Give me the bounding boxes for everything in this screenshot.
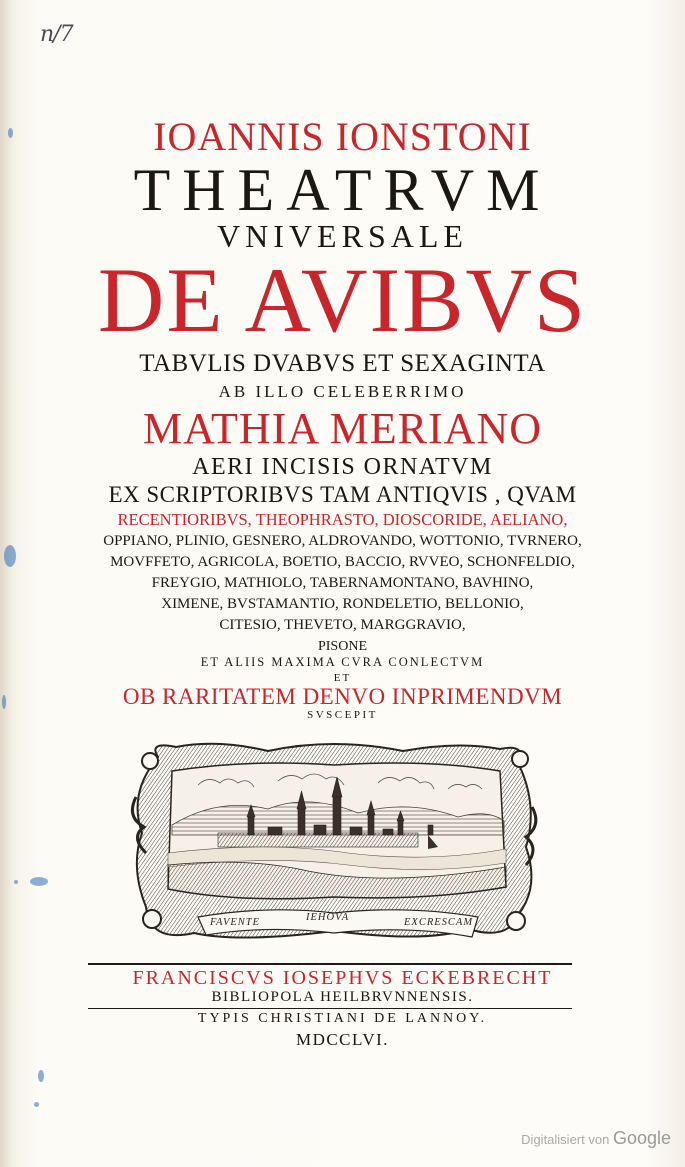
motto-center: IEHOVA <box>306 912 350 923</box>
title-ex-scriptoribus: EX SCRIPTORIBVS TAM ANTIQVIS , QVAM <box>108 482 577 507</box>
manuscript-shelf-mark: n/7 <box>40 22 73 47</box>
sources-line: MOVFFETO, AGRICOLA, BOETIO, BACCIO, RVVEO, SCHONFELDIO, <box>110 554 575 570</box>
imprint-rule-top <box>88 963 572 965</box>
printer-line: TYPIS CHRISTIANI DE LANNOY. <box>197 1011 488 1026</box>
sources-line: PISONE <box>317 639 367 654</box>
engraver-name: MATHIA MERIANO <box>143 404 542 453</box>
title-aeri-incisis: AERI INCISIS ORNATVM <box>192 454 493 480</box>
digitization-watermark <box>521 1128 671 1149</box>
publisher-title: BIBLIOPOLA HEILBRVNNENSIS. <box>211 989 474 1005</box>
google-logo-text: Google <box>612 1128 671 1148</box>
ink-blot <box>14 880 18 884</box>
title-universale: VNIVERSALE <box>217 218 468 254</box>
title-et: ET <box>333 672 352 684</box>
ink-blot <box>38 1070 44 1082</box>
sources-line: RECENTIORIBVS, THEOPHRASTO, DIOSCORIDE, AELIANO, <box>117 510 568 529</box>
ink-blot <box>34 1102 39 1107</box>
title-suscepit: SVSCEPIT <box>307 709 378 721</box>
publisher-name: FRANCISCVS IOSEPHVS ECKEBRECHT <box>132 967 553 989</box>
sources-line: XIMENE, BVSTAMANTIO, RONDELETIO, BELLONIO, <box>161 596 524 612</box>
title-ab-illo: AB ILLO CELEBERRIMO <box>218 382 467 401</box>
sources-line: OPPIANO, PLINIO, GESNERO, ALDROVANDO, WOTTONIO, TVRNERO, <box>103 533 582 549</box>
author-name: IOANNIS IONSTONI <box>153 114 532 159</box>
motto-right: EXCRESCAM <box>404 917 474 928</box>
sources-line: CITESIO, THEVETO, MARGGRAVIO, <box>219 617 466 633</box>
title-theatrum: THEATRVM <box>133 157 552 223</box>
sources-line: FREYGIO, MATHIOLO, TABERNAMONTANO, BAVHINO, <box>151 575 534 591</box>
title-et-aliis: ET ALIIS MAXIMA CVRA CONLECTVM <box>200 655 485 669</box>
title-de-avibus: DE AVIBVS <box>97 249 588 351</box>
ink-blot <box>30 877 48 886</box>
motto-left: FAVENTE <box>210 917 261 928</box>
watermark-prefix: Digitalisiert von <box>521 1132 610 1147</box>
imprint-rule-middle <box>88 1008 572 1009</box>
publication-year: MDCCLVI. <box>295 1030 390 1049</box>
title-tabulis: TABVLIS DVABVS ET SEXAGINTA <box>139 350 546 377</box>
title-ob-raritatem: OB RARITATEM DENVO INPRIMENDVM <box>122 684 563 709</box>
